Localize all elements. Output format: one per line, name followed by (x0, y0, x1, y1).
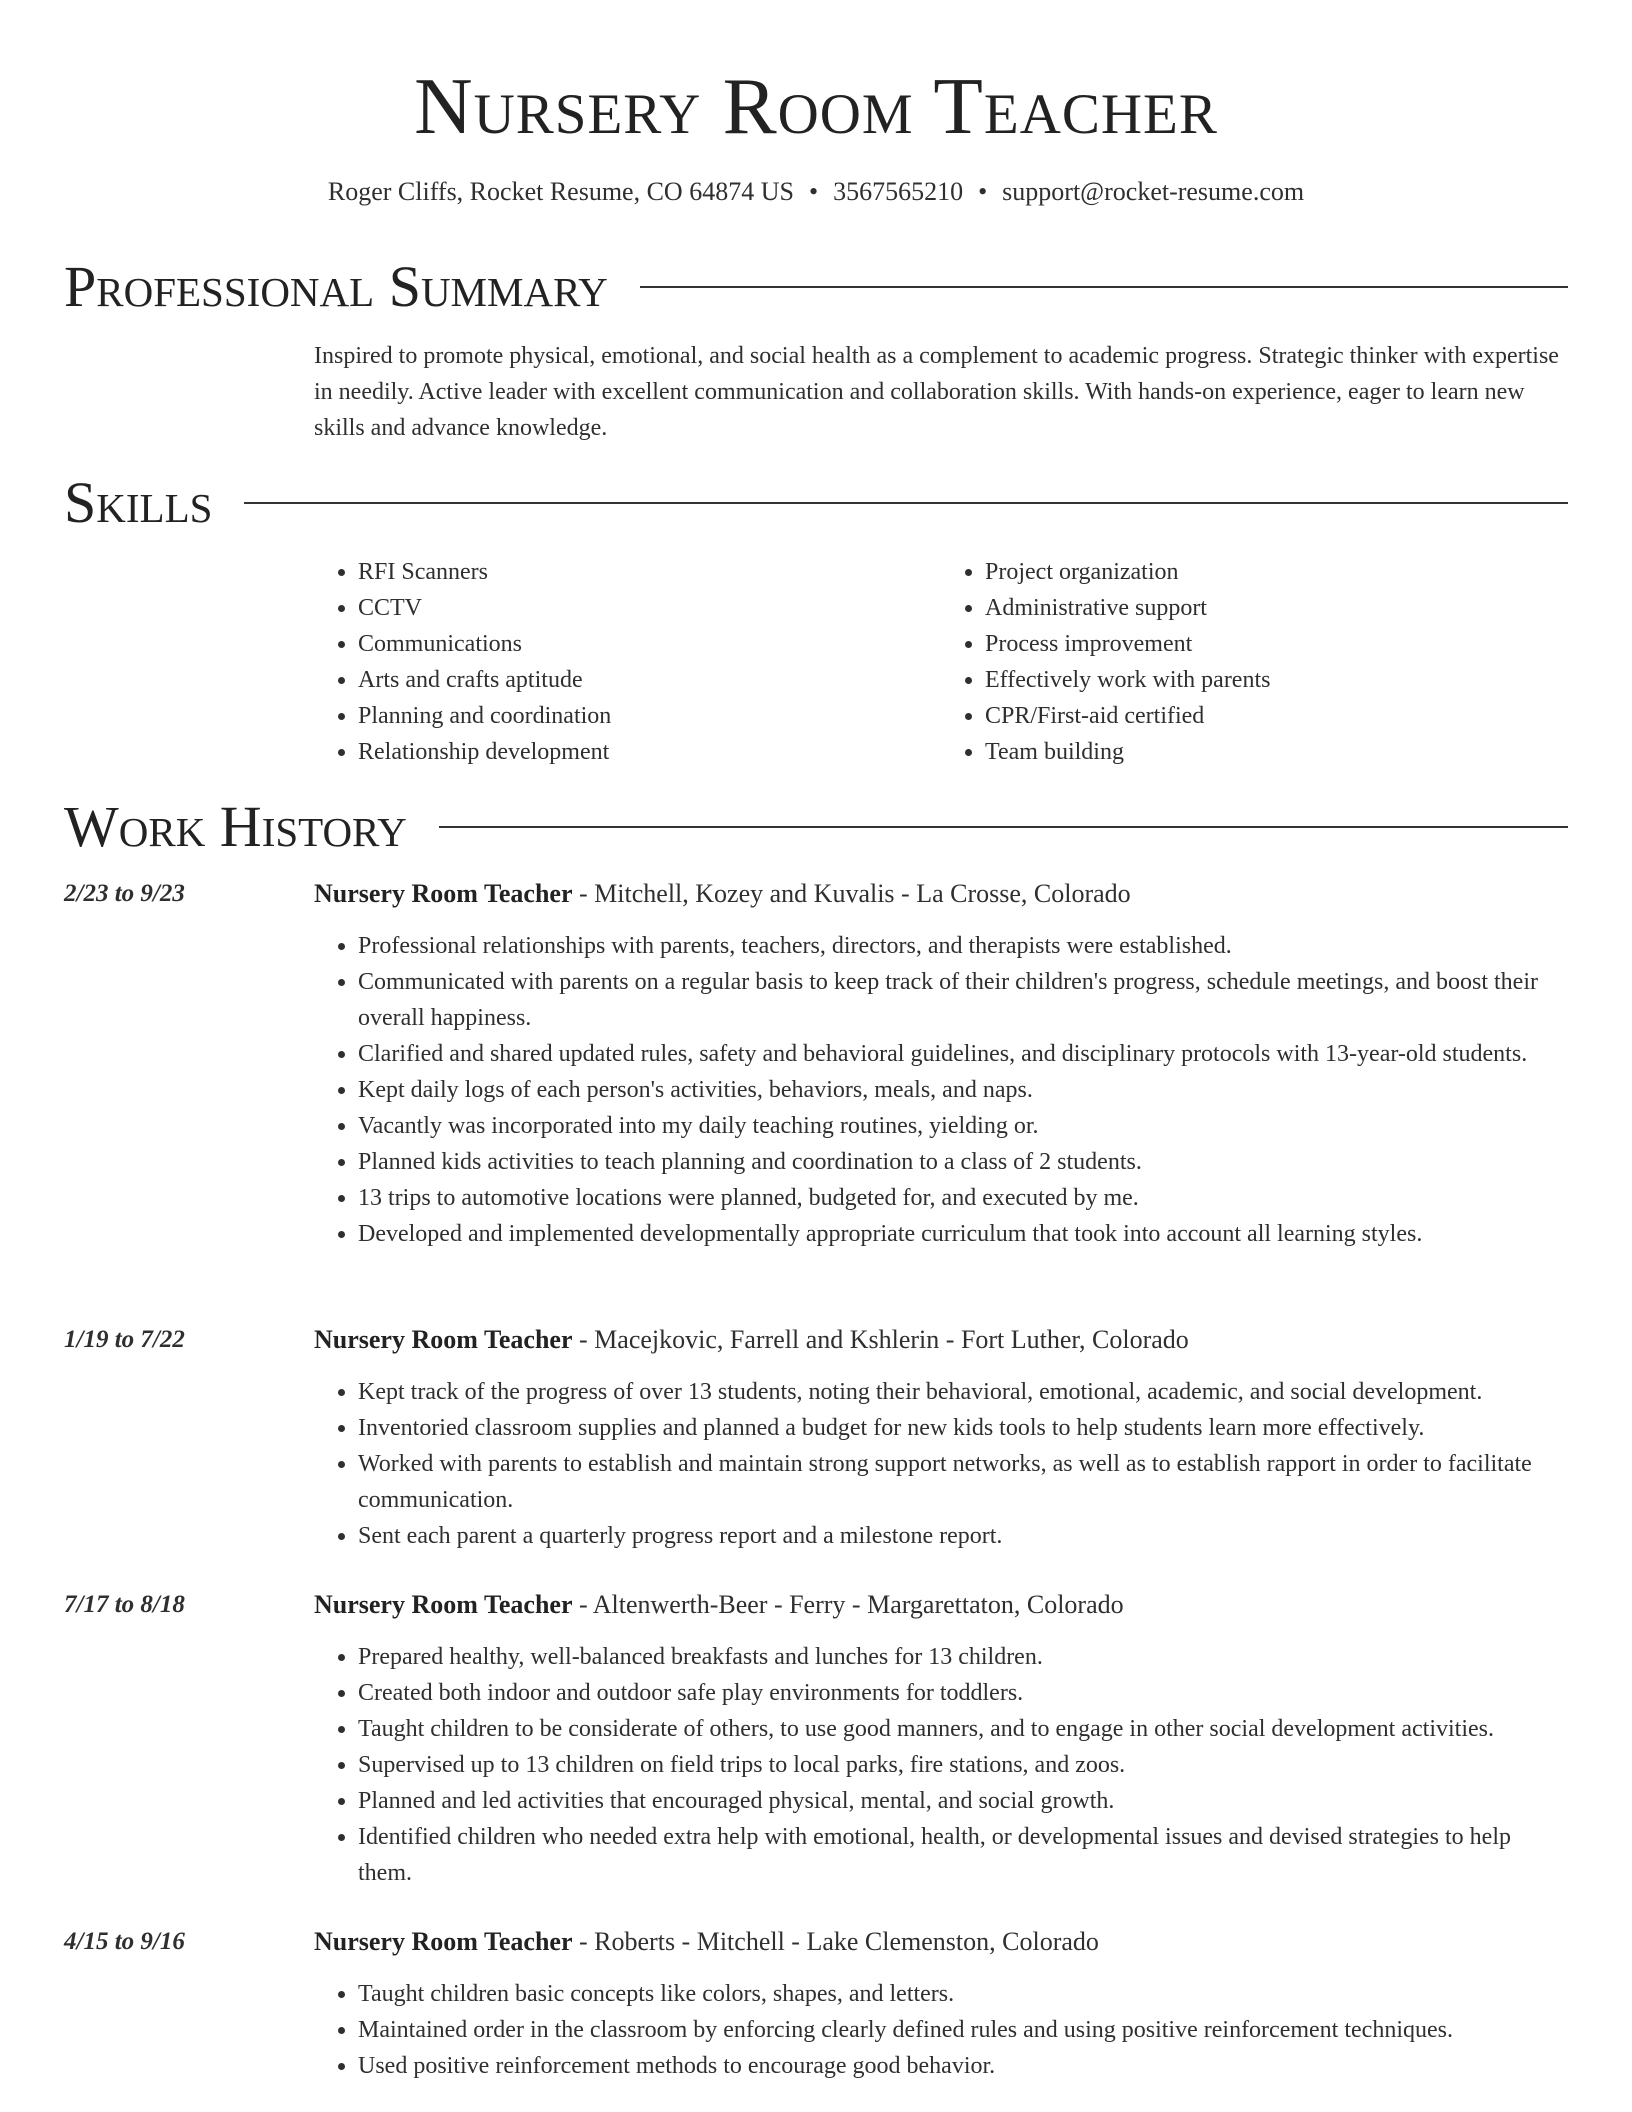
job-employer-location: - Macejkovic, Farrell and Kshlerin - Fort Luther, Colorado (572, 1325, 1189, 1354)
job-bullet: • Supervised up to 13 children on field trips to local parks, fire stations, and zoos. (358, 1747, 1568, 1783)
skill-item: • Relationship development (358, 734, 941, 770)
skills-column-left (314, 554, 941, 770)
job-bullet: • Planned kids activities to teach planning and coordination to a class of 2 students. (358, 1144, 1568, 1180)
job-bullet: • Taught children basic concepts like colors, shapes, and letters. (358, 1976, 1568, 2012)
skill-item: • CPR/First-aid certified (985, 698, 1568, 734)
skill-item: • CCTV (358, 590, 941, 626)
job-employer-location: - Altenwerth-Beer - Ferry - Margarettaton, Colorado (572, 1590, 1124, 1619)
job-bullet: • Kept daily logs of each person's activities, behaviors, meals, and naps. (358, 1072, 1568, 1108)
summary-title: Professional Summary (64, 254, 608, 319)
skills-list (314, 554, 1568, 770)
job-date: 4/15 to 9/16 (64, 1928, 185, 1955)
job-bullet: • Inventoried classroom supplies and planned a budget for new kids tools to help students learn more effectively. (358, 1410, 1568, 1446)
job-bullet: • Created both indoor and outdoor safe play environments for toddlers. (358, 1675, 1568, 1711)
job-bullet: • Planned and led activities that encouraged physical, mental, and social growth. (358, 1783, 1568, 1819)
job-bullet: • Identified children who needed extra help with emotional, health, or developmental issues and devised strategies to help them. (358, 1819, 1568, 1891)
job-bullets (314, 1639, 1568, 1891)
job-role: Nursery Room Teacher (314, 879, 573, 908)
job-bullets (314, 928, 1568, 1252)
skill-item: • Arts and crafts aptitude (358, 662, 941, 698)
skills-title: Skills (64, 470, 213, 535)
job-bullet: • Taught children to be considerate of others, to use good manners, and to engage in other social development activities. (358, 1711, 1568, 1747)
job-bullet: • Maintained order in the classroom by enforcing clearly defined rules and using positive reinforcement techniques. (358, 2012, 1568, 2048)
skill-item: • Team building (985, 734, 1568, 770)
skill-item: • Communications (358, 626, 941, 662)
skill-item: • Process improvement (985, 626, 1568, 662)
section-divider (244, 502, 1568, 504)
job-heading (314, 1585, 1568, 1625)
section-divider (439, 826, 1568, 828)
job-role: Nursery Room Teacher (314, 1325, 573, 1354)
job-bullet: • 13 trips to automotive locations were planned, budgeted for, and executed by me. (358, 1180, 1568, 1216)
contact-separator: • (808, 177, 819, 206)
job-employer-location: - Mitchell, Kozey and Kuvalis - La Crosse, Colorado (572, 879, 1131, 908)
summary-heading (64, 250, 1568, 324)
job-bullet: • Professional relationships with parents, teachers, directors, and therapists were established. (358, 928, 1568, 964)
job-bullet: • Kept track of the progress of over 13 students, noting their behavioral, emotional, academic, and social development. (358, 1374, 1568, 1410)
skill-item: • Project organization (985, 554, 1568, 590)
job-heading (314, 1320, 1568, 1360)
job-bullets (314, 1976, 1568, 2084)
job-date: 1/19 to 7/22 (64, 1326, 185, 1353)
skills-heading (64, 466, 1568, 540)
skill-item: • Planning and coordination (358, 698, 941, 734)
job-bullets (314, 1374, 1568, 1554)
contact-line (0, 172, 1632, 212)
contact-separator: • (978, 177, 988, 206)
skill-item: • Administrative support (985, 590, 1568, 626)
job-bullet: • Vacantly was incorporated into my daily teaching routines, yielding or. (358, 1108, 1568, 1144)
job-bullet: • Developed and implemented developmentally appropriate curriculum that took into account all learning styles. (358, 1216, 1568, 1252)
section-divider (640, 286, 1568, 288)
contact-email: support@rocket-resume.com (1002, 177, 1305, 206)
contact-phone: 3567565210 (833, 177, 964, 206)
job-date: 7/17 to 8/18 (64, 1591, 185, 1618)
job-heading (314, 1922, 1568, 1962)
job-role: Nursery Room Teacher (314, 1927, 573, 1956)
job-date: 2/23 to 9/23 (64, 880, 185, 907)
job-role: Nursery Room Teacher (314, 1590, 573, 1619)
work-heading (64, 790, 1568, 864)
job-bullet: • Worked with parents to establish and maintain strong support networks, as well as to establish rapport in order to facilitate communication. (358, 1446, 1568, 1518)
job-bullet: • Used positive reinforcement methods to encourage good behavior. (358, 2048, 1568, 2084)
resume-title: Nursery Room Teacher (414, 61, 1218, 151)
summary-text: Inspired to promote physical, emotional, and social health as a complement to academic progress. Strategic thinker with expertise in needily. Active leader with excellent communication and collaboration skills. With hands-on experience, eager to learn new skills and advance knowledge. (314, 343, 1559, 441)
contact-address: Roger Cliffs, Rocket Resume, CO 64874 US (327, 177, 794, 206)
skill-item: • RFI Scanners (358, 554, 941, 590)
skills-column-right (941, 554, 1568, 770)
skill-item: • Effectively work with parents (985, 662, 1568, 698)
job-employer-location: - Roberts - Mitchell - Lake Clemenston, Colorado (572, 1927, 1099, 1956)
job-bullet: • Clarified and shared updated rules, safety and behavioral guidelines, and disciplinary protocols with 13-year-old students. (358, 1036, 1568, 1072)
job-bullet: • Communicated with parents on a regular basis to keep track of their children's progress, schedule meetings, and boost their overall happiness. (358, 964, 1568, 1036)
job-bullet: • Sent each parent a quarterly progress report and a milestone report. (358, 1518, 1568, 1554)
work-title: Work History (64, 794, 407, 859)
job-bullet: • Prepared healthy, well-balanced breakfasts and lunches for 13 children. (358, 1639, 1568, 1675)
job-heading (314, 874, 1568, 914)
